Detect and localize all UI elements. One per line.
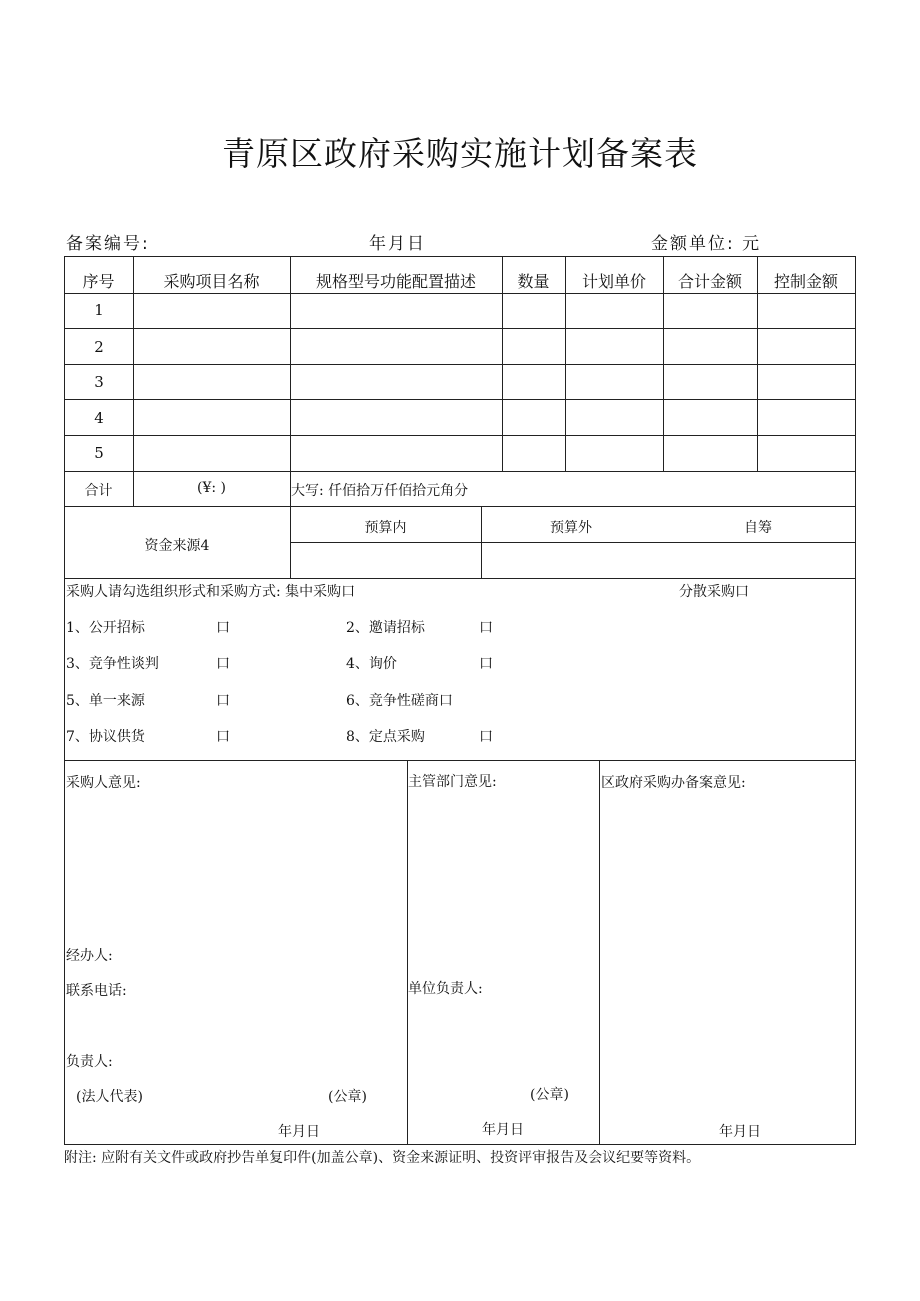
method-competitive-negotiation: 3、竞争性谈判 — [66, 656, 159, 672]
col-header-quantity: 数量 — [517, 272, 550, 291]
total-amount: (¥: ) — [197, 480, 226, 496]
out-budget-label: 预算外 — [550, 520, 592, 536]
total-label: 合计 — [84, 483, 113, 499]
method-checkbox[interactable]: 口 — [216, 656, 230, 672]
table-row-number: 4 — [94, 409, 104, 427]
footnote: 附注: 应附有关文件或政府抄告单复印件(加盖公章)、资金来源证明、投资评审报告及会议纪要等资料。 — [64, 1150, 701, 1166]
purchaser-seal-label: (公章) — [328, 1089, 367, 1105]
method-single-source: 5、单一来源 — [66, 693, 145, 709]
table-row-number: 5 — [94, 444, 104, 462]
supervisor-opinion-label: 主管部门意见: — [408, 774, 497, 790]
unit-leader-label: 单位负责人: — [408, 981, 483, 997]
purchaser-date-label: 年月日 — [278, 1124, 320, 1140]
handler-label: 经办人: — [66, 948, 113, 964]
method-agreement-supply: 7、协议供货 — [66, 729, 145, 745]
leader-label: 负责人: — [66, 1054, 113, 1070]
self-raised-label: 自筹 — [744, 520, 772, 536]
record-no-label: 备案编号: — [66, 234, 150, 254]
funding-source-label: 资金来源4 — [144, 538, 210, 554]
date-label: 年月日 — [369, 234, 426, 254]
method-open-tender: 1、公开招标 — [66, 620, 145, 636]
method-checkbox[interactable]: 口 — [216, 693, 230, 709]
col-header-spec: 规格型号功能配置描述 — [315, 272, 476, 291]
supervisor-date-label: 年月日 — [482, 1122, 524, 1138]
method-checkbox[interactable]: 口 — [479, 620, 493, 636]
procurement-prompt: 采购人请勾选组织形式和采购方式: 集中采购口 — [66, 584, 356, 600]
office-opinion-label: 区政府采购办备案意见: — [601, 775, 746, 791]
method-checkbox[interactable]: 口 — [216, 620, 230, 636]
in-budget-label: 预算内 — [364, 520, 407, 536]
col-header-index: 序号 — [82, 272, 115, 291]
method-inquiry: 4、询价 — [346, 656, 397, 672]
col-header-item-name: 采购项目名称 — [163, 272, 260, 291]
col-header-unit-price: 计划单价 — [581, 272, 646, 291]
method-checkbox[interactable]: 口 — [479, 656, 493, 672]
total-in-words: 大写: 仟佰拾万仟佰拾元角分 — [291, 483, 469, 499]
decentralized-option[interactable]: 分散采购口 — [679, 584, 749, 600]
method-competitive-consultation[interactable]: 6、竞争性磋商口 — [346, 693, 453, 709]
method-designated-procurement: 8、定点采购 — [346, 729, 425, 745]
col-header-total-amount: 合计金额 — [677, 272, 742, 291]
page-title: 青原区政府采购实施计划备案表 — [222, 134, 698, 173]
purchaser-opinion-label: 采购人意见: — [66, 775, 141, 791]
supervisor-seal-label: (公章) — [530, 1087, 569, 1103]
method-invited-tender: 2、邀请招标 — [346, 620, 425, 636]
table-row-number: 2 — [94, 338, 104, 356]
col-header-control-amount: 控制金额 — [773, 272, 838, 291]
method-checkbox[interactable]: 口 — [479, 729, 493, 745]
unit-label: 金额单位: 元 — [651, 234, 762, 254]
office-date-label: 年月日 — [719, 1124, 761, 1140]
legal-rep-label: (法人代表) — [76, 1089, 143, 1105]
table-row-number: 1 — [94, 301, 104, 319]
table-row-number: 3 — [94, 373, 104, 391]
phone-label: 联系电话: — [66, 983, 127, 999]
method-checkbox[interactable]: 口 — [216, 729, 230, 745]
